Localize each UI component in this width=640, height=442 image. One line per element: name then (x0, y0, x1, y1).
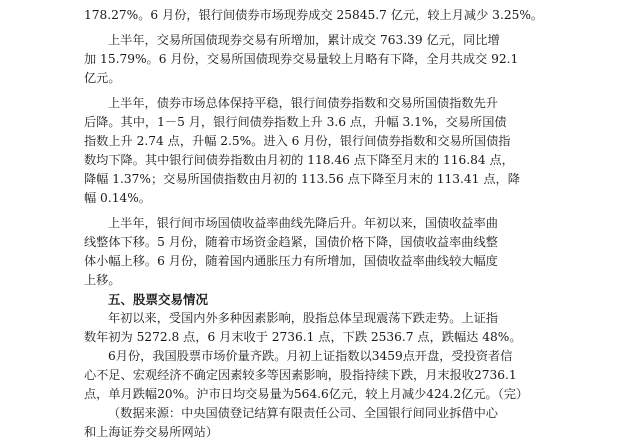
paragraph-line: 178.27%。6 月份，银行间债券市场现券成交 25845.7 亿元，较上月减少 3.25%。 (84, 8, 544, 22)
paragraph-line: 6月份，我国股票市场价量齐跌。月初上证指数以3459点开盘，受投资者信 (108, 349, 513, 363)
paragraph-line: 幅 0.14%。 (84, 191, 151, 205)
section-heading: 五、股票交易情况 (108, 292, 209, 307)
paragraph-line: 加 15.79%。6 月份，交易所国债现券交易量较上月略有下降，全月共成交 92.1 (84, 52, 519, 66)
paragraph-line: 心不足、宏观经济不确定因素较多等因素影响，股指持续下跌，月末报收2736.1 (84, 368, 517, 382)
paragraph-line: 年初以来，受国内外多种因素影响，股指总体呈现震荡下跌走势。上证指 (108, 311, 498, 325)
source-note-line: （数据来源：中央国债登记结算有限责任公司、全国银行间同业拆借中心 (108, 406, 498, 420)
paragraph-line: 降幅 1.37%；交易所国债指数由月初的 113.56 点下降至月末的 113.41 点，降 (84, 172, 520, 186)
source-note-line: 和上海证券交易所网站） (84, 425, 219, 439)
paragraph-line: 亿元。 (84, 71, 121, 85)
paragraph-line: 指数上升 2.74 点，升幅 2.5%。进入 6 月份，银行间债券指数和交易所国债指 (84, 134, 511, 148)
paragraph-line: 数年初为 5272.8 点，6 月末收于 2736.1 点，下跌 2536.7 点，跌幅达 48%。 (84, 330, 522, 344)
paragraph-line: 上半年，交易所国债现券交易有所增加，累计成交 763.39 亿元，同比增 (108, 33, 500, 47)
paragraph-line: 后降。其中，1－5 月，银行间债券指数上升 3.6 点，升幅 3.1%，交易所国债 (84, 115, 507, 129)
paragraph-line: 线整体下移。5 月份，随着市场资金趋紧，国债价格下降，国债收益率曲线整 (84, 235, 498, 249)
paragraph-line: 体小幅上移。6 月份，随着国内通胀压力有所增加，国债收益率曲线较大幅度 (84, 254, 498, 268)
paragraph-line: 数均下降。其中银行间债券指数由月初的 118.46 点下降至月末的 116.84 点， (84, 153, 514, 167)
paragraph-line: 上半年，银行间市场国债收益率曲线先降后升。年初以来，国债收益率曲 (108, 216, 498, 230)
paragraph-line: 点，单月跌幅20%。沪市日均交易量为564.6亿元，较上月减少424.2亿元。（完） (84, 387, 529, 401)
paragraph-line: 上半年，债券市场总体保持平稳，银行间债券指数和交易所国债指数先升 (108, 96, 498, 110)
document-page (84, 6, 604, 442)
paragraph-line: 上移。 (84, 273, 121, 287)
